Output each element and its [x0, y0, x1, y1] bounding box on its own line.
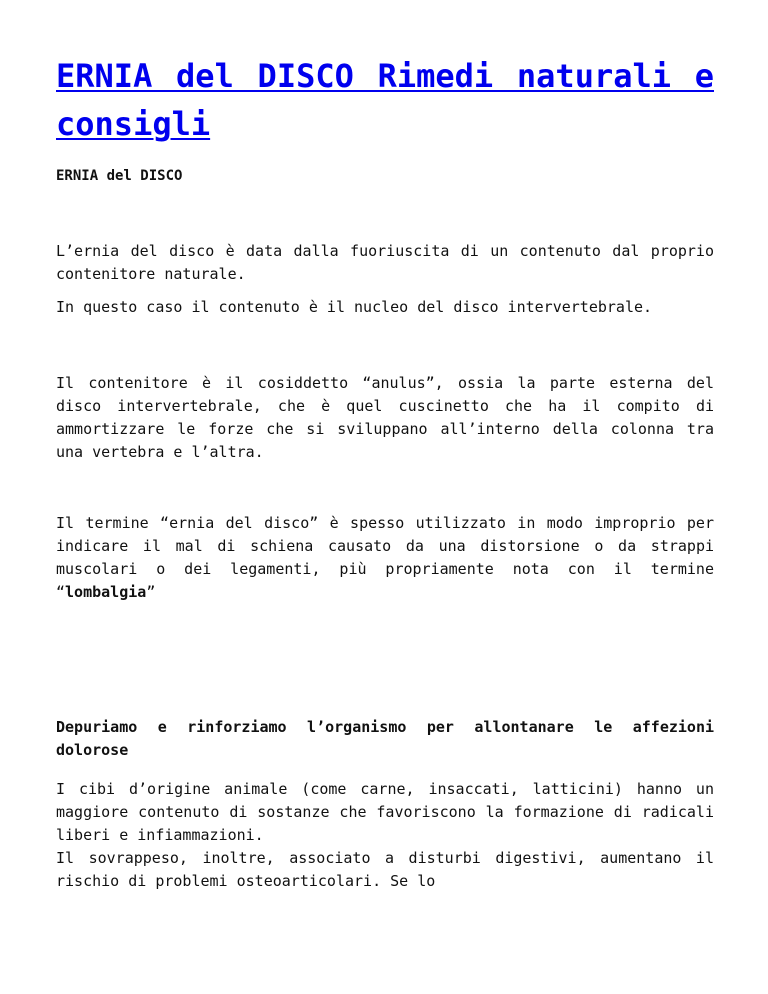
paragraph-diet-line-2: Il sovrappeso, inoltre, associato a disturbi digestivi, aumentano il rischio di problemi osteoarticolari. Se lo [56, 849, 714, 890]
paragraph-anulus: Il contenitore è il cosiddetto “anulus”, ossia la parte esterna del disco intervertebrale, che è quel cuscinetto che ha il compito di ammortizzare le forze che si sviluppano all’interno della colonna tra una vertebra e l’altra. [56, 374, 714, 461]
article-title-link[interactable]: ERNIA del DISCO Rimedi naturali e consigli [56, 57, 714, 143]
paragraph-diet [56, 778, 714, 893]
term-lombalgia: lombalgia [65, 583, 147, 601]
article-title [56, 52, 714, 148]
paragraph-term-close-quote: ” [146, 583, 156, 601]
section-subheading: ERNIA del DISCO [56, 168, 183, 184]
article [56, 52, 714, 893]
section-heading-depuriamo: Depuriamo e rinforziamo l’organismo per allontanare le affezioni dolorose [56, 718, 714, 759]
paragraph-nucleus: In questo caso il contenuto è il nucleo del disco intervertebrale. [56, 298, 653, 316]
paragraph-diet-line-1: I cibi d’origine animale (come carne, insaccati, latticini) hanno un maggiore contenuto di sostanze che favoriscono la formazione di radicali liberi e infiammazioni. [56, 780, 714, 844]
paragraph-definition: L’ernia del disco è data dalla fuoriuscita di un contenuto dal proprio contenitore naturale. [56, 242, 714, 283]
paragraph-term [56, 512, 714, 604]
paragraph-term-text: Il termine “ernia del disco” è spesso utilizzato in modo improprio per indicare il mal di schiena causato da una distorsione o da strappi muscolari o dei legamenti, più propriamente nota con il termine “ [56, 514, 714, 601]
